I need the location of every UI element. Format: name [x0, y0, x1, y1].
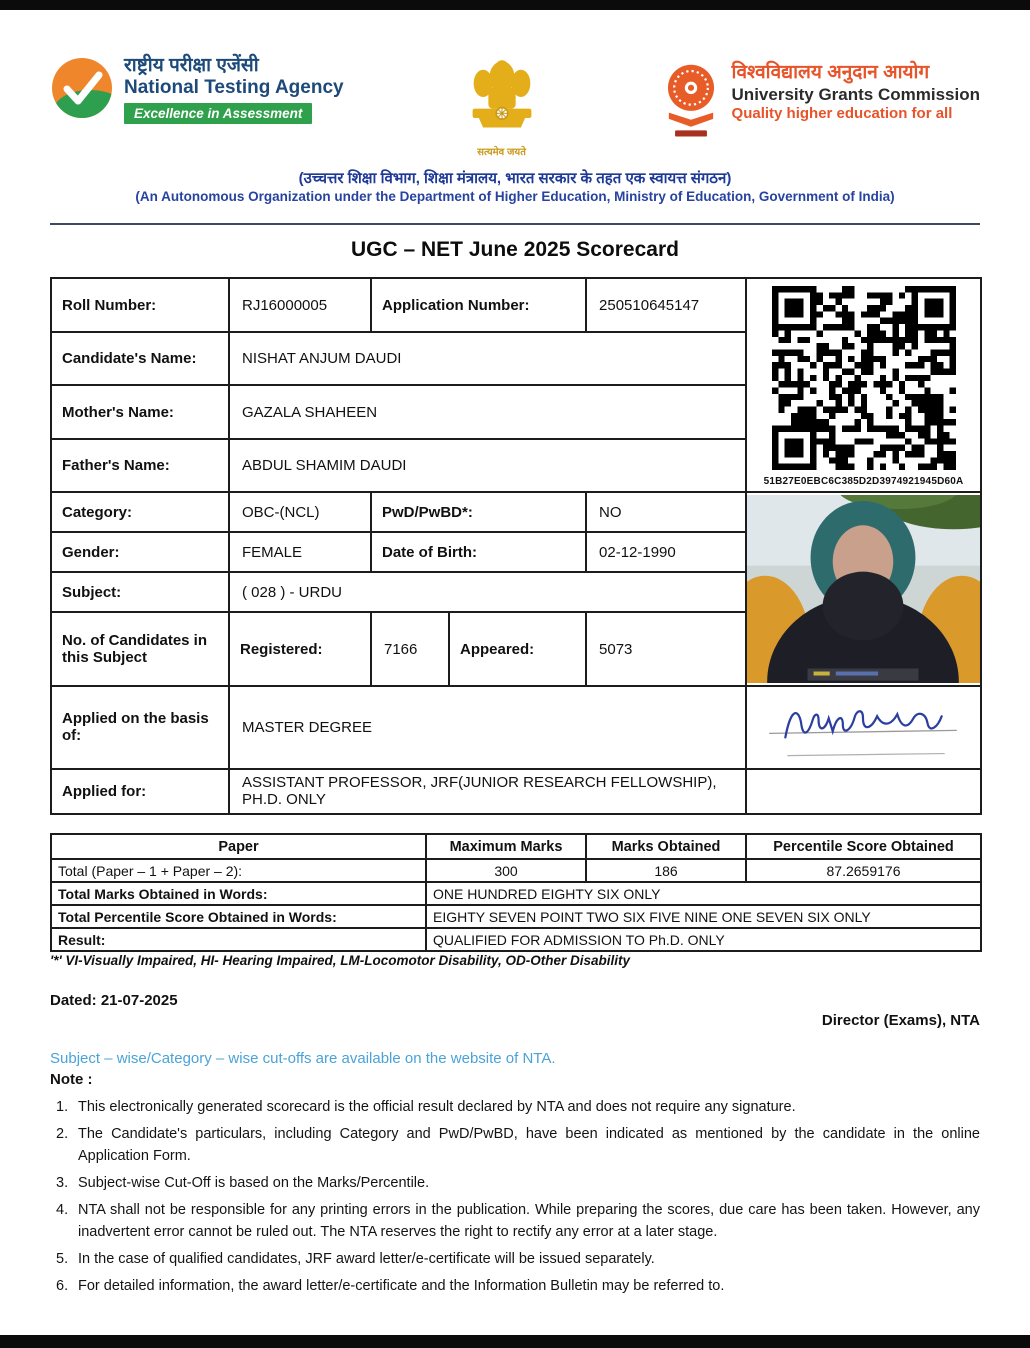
org-line-english: (An Autonomous Organization under the Department of Higher Education, Ministry of Education, Government of India) [135, 189, 895, 204]
ugc-logo-icon [660, 62, 722, 147]
application-number-value: 250510645147 [586, 278, 746, 332]
note-item-2: The Candidate's particulars, including Category and PwD/PwBD, have been indicated as mentioned by the candidate in the online Application Form. [78, 1126, 980, 1165]
dob-label: Date of Birth: [371, 532, 586, 572]
max-marks-value: 300 [426, 859, 586, 882]
note-item-4: NTA shall not be responsible for any printing errors in the publication. While preparing the scores, due care has been taken. However, any inadvertent error cannot be ruled out. The NTA reserves the right to rectify any error at a later stage. [78, 1202, 980, 1241]
top-scan-bar [0, 0, 1030, 10]
ugc-tagline: Quality higher education for all [731, 105, 953, 123]
disability-footnote: '*' VI-Visually Impaired, HI- Hearing Impaired, LM-Locomotor Disability, OD-Other Disability [50, 953, 631, 968]
applied-for-value: ASSISTANT PROFESSOR, JRF(JUNIOR RESEARCH FELLOWSHIP), PH.D. ONLY [229, 769, 746, 814]
appeared-value: 5073 [586, 612, 746, 686]
ugc-name-english: University Grants Commission [731, 84, 980, 104]
marks-in-words-label: Total Marks Obtained in Words: [51, 882, 426, 905]
gender-label: Gender: [51, 532, 229, 572]
mother-name-label: Mother's Name: [51, 385, 229, 439]
notes-list [52, 1096, 980, 1302]
category-label: Category: [51, 492, 229, 532]
dated-line: Dated: 21-07-2025 [50, 992, 178, 1009]
qr-code-text: 51B27E0EBC6C385D2D3974921945D60A [763, 475, 964, 487]
roll-number-label: Roll Number: [51, 278, 229, 332]
pwd-label: PwD/PwBD*: [371, 492, 586, 532]
note-heading: Note : [50, 1071, 93, 1088]
nta-logo [50, 56, 344, 125]
applied-for-label: Applied for: [51, 769, 229, 814]
gender-value: FEMALE [229, 532, 371, 572]
nta-name-english: National Testing Agency [124, 76, 344, 98]
appeared-label: Appeared: [449, 612, 586, 686]
india-emblem [460, 54, 544, 158]
father-name-value: ABDUL SHAMIM DAUDI [229, 439, 746, 492]
marks-in-words-value: ONE HUNDRED EIGHTY SIX ONLY [426, 882, 981, 905]
note-item-6: For detailed information, the award letter/e-certificate and the Information Bulletin may be referred to. [78, 1278, 725, 1295]
signatory-line: Director (Exams), NTA [821, 1012, 980, 1029]
father-name-label: Father's Name: [51, 439, 229, 492]
note-item-3: Subject-wise Cut-Off is based on the Marks/Percentile. [78, 1175, 430, 1192]
registered-value: 7166 [371, 612, 449, 686]
qr-cell [746, 278, 981, 492]
marks-obtained-value: 186 [586, 859, 746, 882]
candidate-signature [746, 686, 981, 769]
nta-tagline: Excellence in Assessment [124, 103, 312, 124]
applied-basis-value: MASTER DEGREE [229, 686, 746, 769]
mother-name-value: GAZALA SHAHEEN [229, 385, 746, 439]
header-divider [50, 223, 980, 225]
percentile-in-words-label: Total Percentile Score Obtained in Words: [51, 905, 426, 928]
col-header-marks-obtained: Marks Obtained [586, 834, 746, 859]
bottom-scan-bar [0, 1335, 1030, 1348]
col-header-percentile: Percentile Score Obtained [746, 834, 981, 859]
candidate-name-label: Candidate's Name: [51, 332, 229, 385]
subject-value: ( 028 ) - URDU [229, 572, 746, 612]
roll-number-value: RJ16000005 [229, 278, 371, 332]
cutoff-website-link[interactable]: Subject – wise/Category – wise cut-offs are available on the website of NTA. [50, 1050, 556, 1067]
note-item-1: This electronically generated scorecard is the official result declared by NTA and does not require any signature. [78, 1099, 796, 1115]
candidate-info-table [50, 277, 982, 815]
result-label: Result: [51, 928, 426, 951]
qr-code [772, 286, 956, 474]
header [50, 56, 980, 158]
percentile-in-words-value: EIGHTY SEVEN POINT TWO SIX FIVE NINE ONE SEVEN SIX ONLY [426, 905, 981, 928]
marks-table [50, 833, 982, 952]
subject-label: Subject: [51, 572, 229, 612]
result-value: QUALIFIED FOR ADMISSION TO Ph.D. ONLY [426, 928, 981, 951]
empty-cell [746, 769, 981, 814]
nta-name-hindi: राष्ट्रीय परीक्षा एजेंसी [124, 55, 259, 76]
ugc-name-hindi: विश्वविद्यालय अनुदान आयोग [731, 62, 930, 83]
registered-label: Registered: [229, 612, 371, 686]
col-header-paper: Paper [51, 834, 426, 859]
applied-basis-label: Applied on the basis of: [51, 686, 229, 769]
ugc-logo-text [732, 62, 980, 124]
org-line-hindi: (उच्चत्तर शिक्षा विभाग, शिक्षा मंत्रालय, भारत सरकार के तहत एक स्वायत्त संगठन) [298, 170, 732, 187]
candidate-name-value: NISHAT ANJUM DAUDI [229, 332, 746, 385]
candidate-photo [746, 492, 981, 686]
application-number-label: Application Number: [371, 278, 586, 332]
candidates-count-label: No. of Candidates in this Subject [51, 612, 229, 686]
category-value: OBC-(NCL) [229, 492, 371, 532]
percentile-value: 87.2659176 [746, 859, 981, 882]
total-row-label: Total (Paper – 1 + Paper – 2): [51, 859, 426, 882]
page-title: UGC – NET June 2025 Scorecard [351, 238, 679, 261]
ugc-logo [660, 62, 980, 147]
nta-logo-text [124, 56, 344, 124]
pwd-value: NO [586, 492, 746, 532]
dob-value: 02-12-1990 [586, 532, 746, 572]
emblem-caption: सत्यमेव जयते [477, 147, 526, 158]
note-item-5: In the case of qualified candidates, JRF award letter/e-certificate will be issued separately. [78, 1251, 655, 1268]
nta-logo-icon [50, 56, 114, 125]
ashoka-emblem-icon [460, 54, 544, 143]
col-header-max-marks: Maximum Marks [426, 834, 586, 859]
